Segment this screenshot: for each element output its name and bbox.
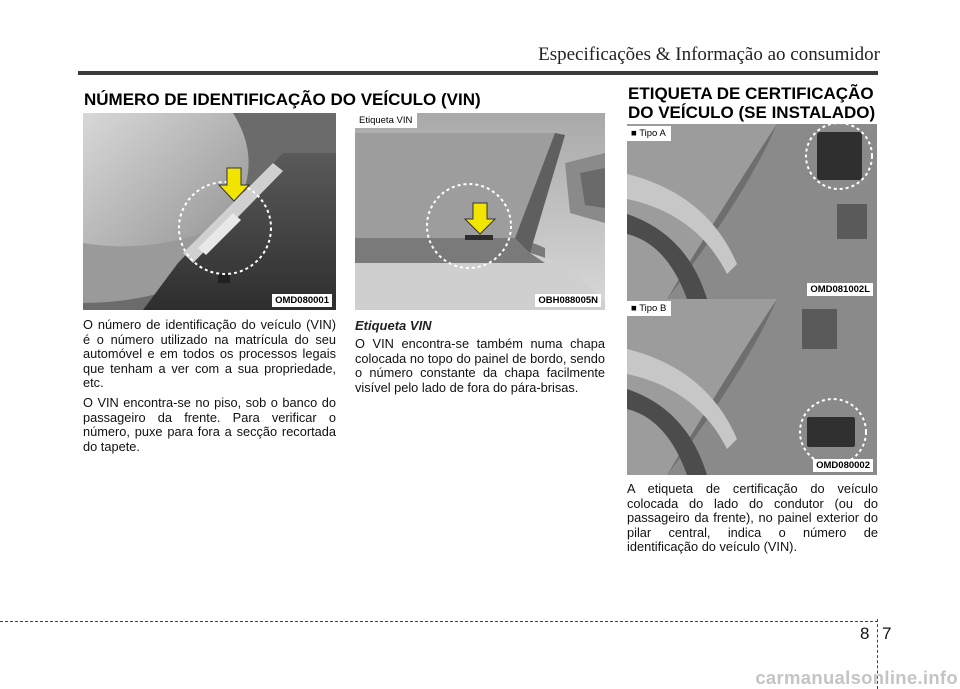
vin-label-subhead: Etiqueta VIN bbox=[355, 318, 432, 333]
header-rule bbox=[78, 71, 878, 75]
running-header: Especificações & Informação ao consumidor bbox=[538, 44, 880, 65]
footer-dashed-rule bbox=[0, 621, 878, 622]
page-number: 7 bbox=[882, 624, 892, 643]
photo-floor-vin bbox=[83, 113, 336, 310]
floor-vin-illustration bbox=[83, 113, 336, 310]
vin-paragraph-1: O número de identificação do veículo (VIN) é o número utilizado na matrícula do seu automóvel e em todos os processos legais que tenham a ver com a sua propriedade, etc. bbox=[83, 317, 336, 391]
vin-paragraph-3: O VIN encontra-se também numa chapa colocada no topo do painel de bordo, sendo o número constante da chapa facilmente visível pelo lado de fora do pára-brisas. bbox=[355, 336, 605, 395]
photo-code: OMD081002L bbox=[807, 283, 873, 296]
watermark: carmanualsonline.info bbox=[755, 667, 958, 688]
vin-paragraph-2: O VIN encontra-se no piso, sob o banco do passageiro da frente. Para verificar o número, puxe para fora a secção recortada do tapete. bbox=[83, 394, 336, 454]
certification-paragraph: A etiqueta de certificação do veículo colocada do lado do condutor (ou do passageiro da frente), no painel exterior do pilar central, indica o número de identificação do veículo (VIN). bbox=[627, 481, 878, 555]
photo-tag: Etiqueta VIN bbox=[355, 113, 417, 128]
photo-tag: ■ Tipo A bbox=[627, 126, 671, 141]
photo-tag: ■ Tipo B bbox=[627, 301, 671, 316]
vin-section-title: NÚMERO DE IDENTIFICAÇÃO DO VEÍCULO (VIN) bbox=[84, 90, 481, 109]
certification-section-title bbox=[628, 84, 888, 122]
photo-code: OBH088005N bbox=[535, 294, 601, 307]
photo-type-b bbox=[627, 299, 877, 475]
vin-text-column bbox=[83, 318, 336, 459]
certification-text-column bbox=[627, 482, 878, 560]
certification-title-line2: DO VEÍCULO (SE INSTALADO) bbox=[628, 103, 876, 122]
pillar-type-b-illustration bbox=[627, 299, 877, 475]
photo-code: OMD080001 bbox=[272, 294, 332, 307]
photo-code: OMD080002 bbox=[813, 459, 873, 472]
pillar-type-a-illustration bbox=[627, 124, 877, 299]
page-section-number: 8 bbox=[860, 624, 870, 643]
vin-label-text-column bbox=[355, 318, 605, 400]
photo-windshield-vin bbox=[355, 113, 605, 310]
windshield-vin-illustration bbox=[355, 113, 605, 310]
photo-type-a bbox=[627, 124, 877, 299]
certification-title-line1: ETIQUETA DE CERTIFICAÇÃO bbox=[628, 84, 874, 103]
